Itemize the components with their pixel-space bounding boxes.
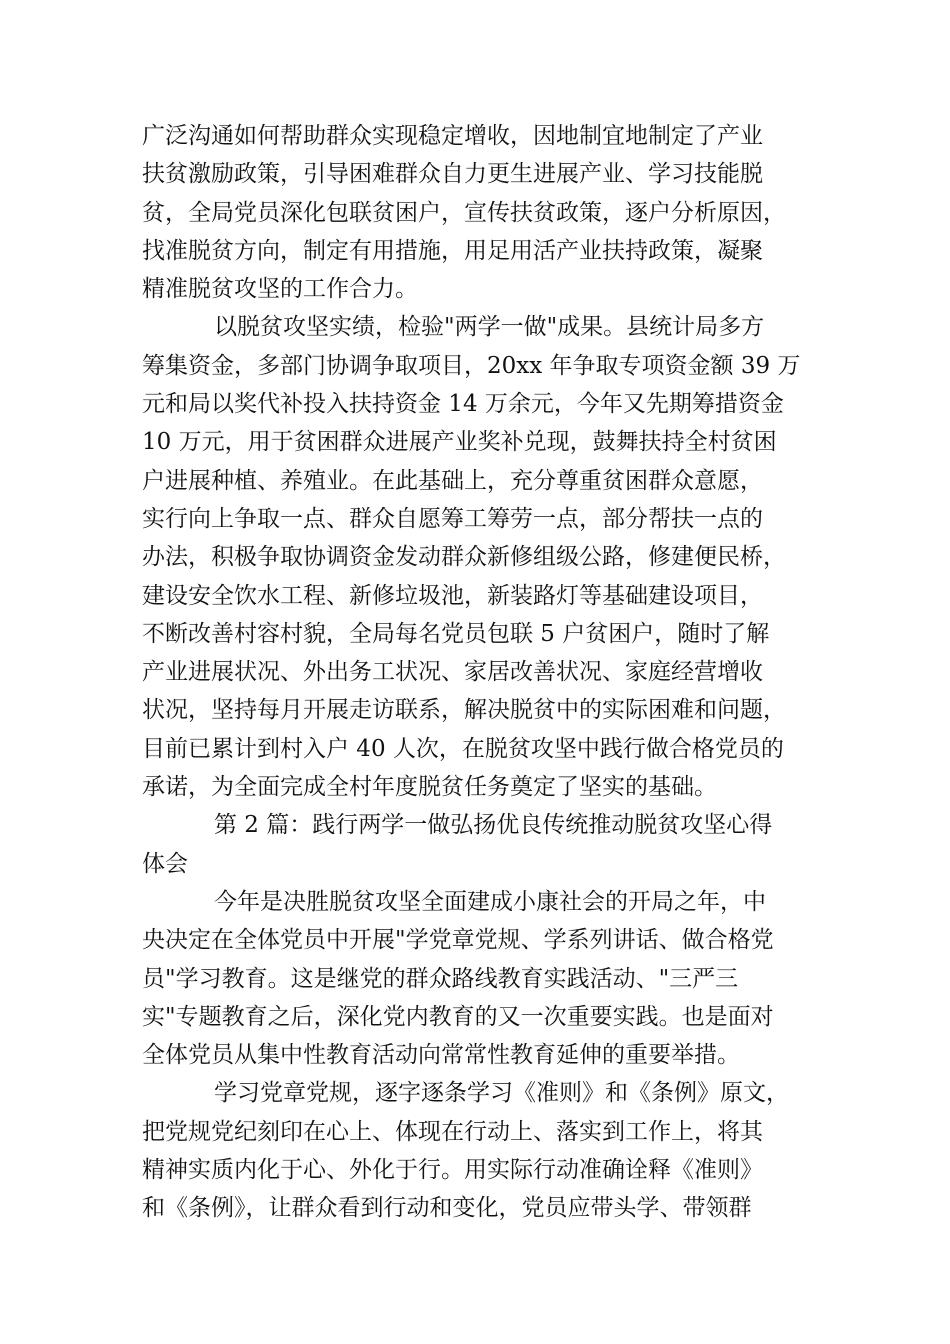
section-heading-line-2: 体会 [142,850,188,877]
text-line-21: 今年是决胜脱贫攻坚全面建成小康社会的开局之年，中 [214,888,766,915]
text-line-2: 扶贫激励政策，引导困难群众自力更生进展产业、学习技能脱 [142,161,763,188]
text-line-1: 广泛沟通如何帮助群众实现稳定增收，因地制宜地制定了产业 [142,123,763,149]
text-line-28: 精神实质内化于心、外化于行。用实际行动准确诠释《准则》 [142,1157,763,1184]
text-line-22: 央决定在全体党员中开展"学党章党规、学系列讲话、做合格党 [142,927,774,954]
text-line-27: 把党规党纪刻印在心上、体现在行动上、落实到工作上，将其 [142,1118,763,1145]
text-line-5: 精准脱贫攻坚的工作合力。 [142,276,418,303]
document-body [142,117,812,1228]
text-line-11: 实行向上争取一点、群众自愿筹工筹劳一点，部分帮扶一点的 [142,505,763,532]
text-line-9: 10 万元，用于贫困群众进展产业奖补兑现，鼓舞扶持全村贫困 [142,429,777,456]
text-line-6: 以脱贫攻坚实绩，检验"两学一做"成果。县统计局多方 [214,314,765,341]
text-line-10: 户进展种植、养殖业。在此基础上，充分尊重贫困群众意愿， [142,467,763,494]
text-line-16: 状况，坚持每月开展走访联系，解决脱贫中的实际困难和问题， [142,697,786,724]
text-line-7: 筹集资金，多部门协调争取项目，20xx 年争取专项资金额 39 万 [142,352,801,379]
text-line-25: 全体党员从集中性教育活动向常常性教育延伸的重要举措。 [142,1042,740,1069]
text-line-13: 建设安全饮水工程、新修垃圾池，新装路灯等基础建设项目， [142,582,763,609]
text-line-23: 员"学习教育。这是继党的群众路线教育实践活动、"三严三 [142,965,739,992]
text-line-17: 目前已累计到村入户 40 人次，在脱贫攻坚中践行做合格党员的 [142,735,784,762]
text-line-4: 找准脱贫方向，制定有用措施，用足用活产业扶持政策，凝聚 [142,237,763,264]
text-line-29: 和《条例》，让群众看到行动和变化，党员应带头学、带领群 [142,1195,752,1222]
text-line-18: 承诺，为全面完成全村年度脱贫任务奠定了坚实的基础。 [142,774,717,801]
section-heading-line-1: 第 2 篇：践行两学一做弘扬优良传统推动脱贫攻坚心得 [214,812,773,839]
text-line-15: 产业进展状况、外出务工状况、家居改善状况、家庭经营增收 [142,659,763,686]
text-line-12: 办法，积极争取协调资金发动群众新修组级公路，修建便民桥， [142,544,786,571]
text-line-14: 不断改善村容村貌，全局每名党员包联 5 户贫困户，随时了解 [142,620,770,647]
text-line-24: 实"专题教育之后，深化党内教育的又一次重要实践。也是面对 [142,1003,774,1030]
text-line-8: 元和局以奖代补投入扶持资金 14 万余元，今年又先期筹措资金 [142,391,784,418]
text-line-3: 贫，全局党员深化包联贫困户，宣传扶贫政策，逐户分析原因， [142,199,786,226]
text-line-26: 学习党章党规，逐字逐条学习《准则》和《条例》原文， [214,1080,789,1107]
